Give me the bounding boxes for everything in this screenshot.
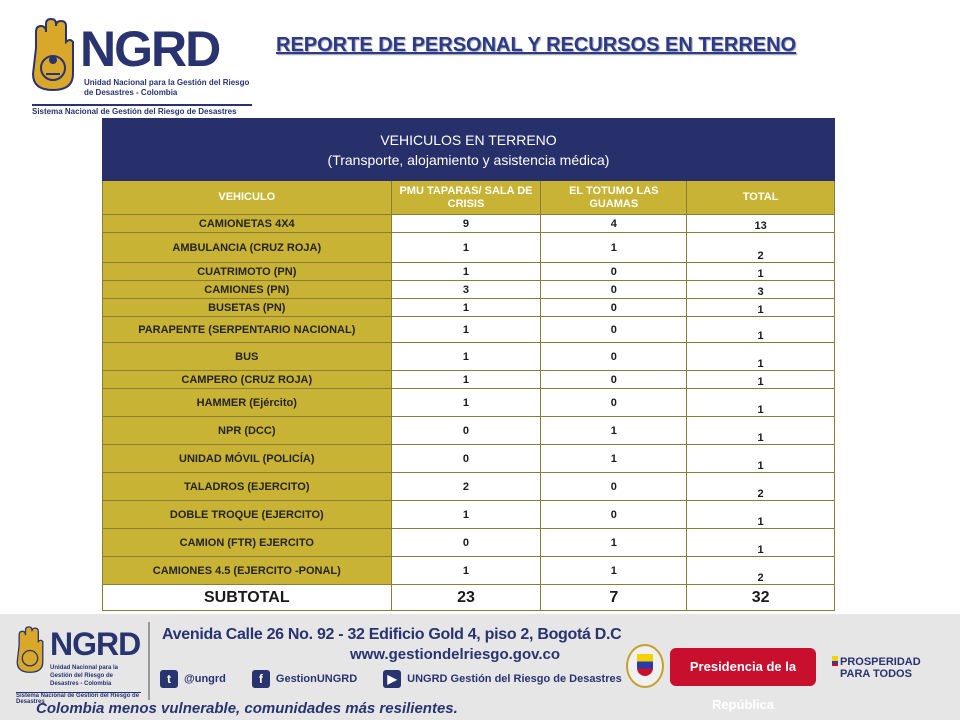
footer-logo-subtitle: Unidad Nacional para la Gestión del Riesgo de Desastres - Colombia (50, 665, 119, 687)
pmu-count: 3 (391, 281, 541, 299)
table-row (103, 317, 835, 343)
column-header-total: TOTAL (687, 181, 835, 215)
total-count: 1 (687, 317, 835, 343)
prosperity-line2: PARA TODOS (840, 668, 912, 680)
totumo-count: 1 (541, 557, 687, 585)
table-row (103, 281, 835, 299)
total-count: 1 (687, 371, 835, 389)
table-body (103, 215, 835, 585)
totumo-count: 0 (541, 263, 687, 281)
table-row (103, 263, 835, 281)
totumo-count: 1 (541, 445, 687, 473)
table-row (103, 473, 835, 501)
totumo-count: 0 (541, 343, 687, 371)
pmu-count: 2 (391, 473, 541, 501)
pmu-count: 1 (391, 343, 541, 371)
totumo-count: 4 (541, 215, 687, 233)
footer-hand-shield-icon (14, 624, 46, 686)
footer-slogan: Colombia menos vulnerable, comunidades más resilientes. (36, 700, 458, 717)
totumo-count: 0 (541, 317, 687, 343)
pmu-count: 1 (391, 389, 541, 417)
pmu-count: 1 (391, 299, 541, 317)
table-row (103, 389, 835, 417)
total-count: 13 (687, 215, 835, 233)
totumo-count: 1 (541, 233, 687, 263)
social-links (160, 668, 622, 690)
pmu-count: 1 (391, 317, 541, 343)
total-count: 1 (687, 501, 835, 529)
subtotal-totumo: 7 (541, 585, 687, 611)
footer-ngrd-logo (14, 624, 139, 704)
table-row (103, 529, 835, 557)
table-heading-subtitle: (Transporte, alojamiento y asistencia médica) (327, 151, 610, 168)
footer-logo-wordmark: NGRD (50, 626, 141, 662)
totumo-count: 1 (541, 529, 687, 557)
logo-system-name: Sistema Nacional de Gestión del Riesgo de Desastres (32, 104, 252, 116)
totumo-count: 0 (541, 299, 687, 317)
totumo-count: 0 (541, 281, 687, 299)
facebook-icon[interactable]: f (252, 670, 270, 688)
totumo-count: 0 (541, 389, 687, 417)
totumo-count: 0 (541, 473, 687, 501)
footer-divider (148, 622, 150, 700)
column-header-pmu: PMU TAPARAS/ SALA DE CRISIS (391, 181, 541, 215)
pmu-count: 1 (391, 501, 541, 529)
vehicle-name: BUS (103, 343, 392, 371)
page-title: REPORTE DE PERSONAL Y RECURSOS EN TERRENO (276, 34, 797, 56)
logo-wordmark: NGRD (80, 21, 220, 77)
hand-shield-icon (28, 18, 78, 108)
table-heading-title: VEHICULOS EN TERRENO (380, 131, 557, 148)
table-row (103, 371, 835, 389)
total-count: 1 (687, 263, 835, 281)
subtotal-row (103, 585, 835, 611)
column-header-vehicle: VEHICULO (103, 181, 392, 215)
total-count: 2 (687, 473, 835, 501)
subtotal-pmu: 23 (391, 585, 541, 611)
table-heading (103, 119, 835, 181)
vehicle-name: NPR (DCC) (103, 417, 392, 445)
footer-logo-system-name: Sistema Nacional de Gestión del Riesgo de Desastres (16, 693, 140, 705)
twitter-icon[interactable]: t (160, 670, 178, 688)
pmu-count: 0 (391, 529, 541, 557)
prosperity-line1: PROSPERIDAD (840, 656, 921, 668)
flag-bar-icon (832, 656, 838, 666)
totumo-count: 1 (541, 417, 687, 445)
total-count: 1 (687, 445, 835, 473)
prosperity-logo (832, 656, 932, 680)
pmu-count: 1 (391, 557, 541, 585)
footer-address: Avenida Calle 26 No. 92 - 32 Edificio Gold 4, piso 2, Bogotá D.C (162, 626, 622, 643)
vehicle-name: CAMIONES 4.5 (EJERCITO -PONAL) (103, 557, 392, 585)
table-row (103, 299, 835, 317)
table-row (103, 501, 835, 529)
vehicle-name: TALADROS (EJERCITO) (103, 473, 392, 501)
pmu-count: 1 (391, 233, 541, 263)
twitter-handle[interactable]: @ungrd (184, 673, 226, 685)
footer-website-link[interactable]: www.gestiondelriesgo.gov.co (350, 646, 561, 663)
pmu-count: 1 (391, 371, 541, 389)
table-row (103, 417, 835, 445)
presidency-logo: Presidencia de la República (670, 648, 816, 686)
total-count: 2 (687, 233, 835, 263)
colombia-coat-of-arms-icon (626, 644, 664, 688)
vehicle-name: BUSETAS (PN) (103, 299, 392, 317)
vehicle-name: HAMMER (Ejército) (103, 389, 392, 417)
vehicles-table (102, 118, 835, 611)
totumo-count: 0 (541, 501, 687, 529)
vehicle-name: DOBLE TROQUE (EJERCITO) (103, 501, 392, 529)
subtotal-label: SUBTOTAL (103, 585, 392, 611)
column-header-totumo: EL TOTUMO LAS GUAMAS (541, 181, 687, 215)
ngrd-logo (28, 18, 253, 118)
total-count: 1 (687, 529, 835, 557)
total-count: 1 (687, 343, 835, 371)
vehicle-name: UNIDAD MÓVIL (POLICÍA) (103, 445, 392, 473)
subtotal-total: 32 (687, 585, 835, 611)
table-row (103, 343, 835, 371)
total-count: 2 (687, 557, 835, 585)
vehicle-name: CAMIONES (PN) (103, 281, 392, 299)
pmu-count: 0 (391, 445, 541, 473)
youtube-channel[interactable]: UNGRD Gestión del Riesgo de Desastres (407, 673, 622, 685)
logo-subtitle: Unidad Nacional para la Gestión del Riesgo de Desastres - Colombia (84, 78, 250, 97)
vehicle-name: PARAPENTE (SERPENTARIO NACIONAL) (103, 317, 392, 343)
facebook-handle[interactable]: GestionUNGRD (275, 673, 358, 685)
footer (0, 614, 960, 720)
vehicle-name: CAMION (FTR) EJERCITO (103, 529, 392, 557)
total-count: 1 (687, 299, 835, 317)
table-row (103, 445, 835, 473)
pmu-count: 0 (391, 417, 541, 445)
vehicle-name: CUATRIMOTO (PN) (103, 263, 392, 281)
youtube-icon[interactable]: ▶ (383, 670, 401, 688)
pmu-count: 9 (391, 215, 541, 233)
table-row (103, 215, 835, 233)
total-count: 1 (687, 389, 835, 417)
table-row (103, 233, 835, 263)
pmu-count: 1 (391, 263, 541, 281)
vehicle-name: CAMPERO (CRUZ ROJA) (103, 371, 392, 389)
totumo-count: 0 (541, 371, 687, 389)
vehicle-name: CAMIONETAS 4X4 (103, 215, 392, 233)
vehicle-name: AMBULANCIA (CRUZ ROJA) (103, 233, 392, 263)
table-row (103, 557, 835, 585)
total-count: 1 (687, 417, 835, 445)
total-count: 3 (687, 281, 835, 299)
